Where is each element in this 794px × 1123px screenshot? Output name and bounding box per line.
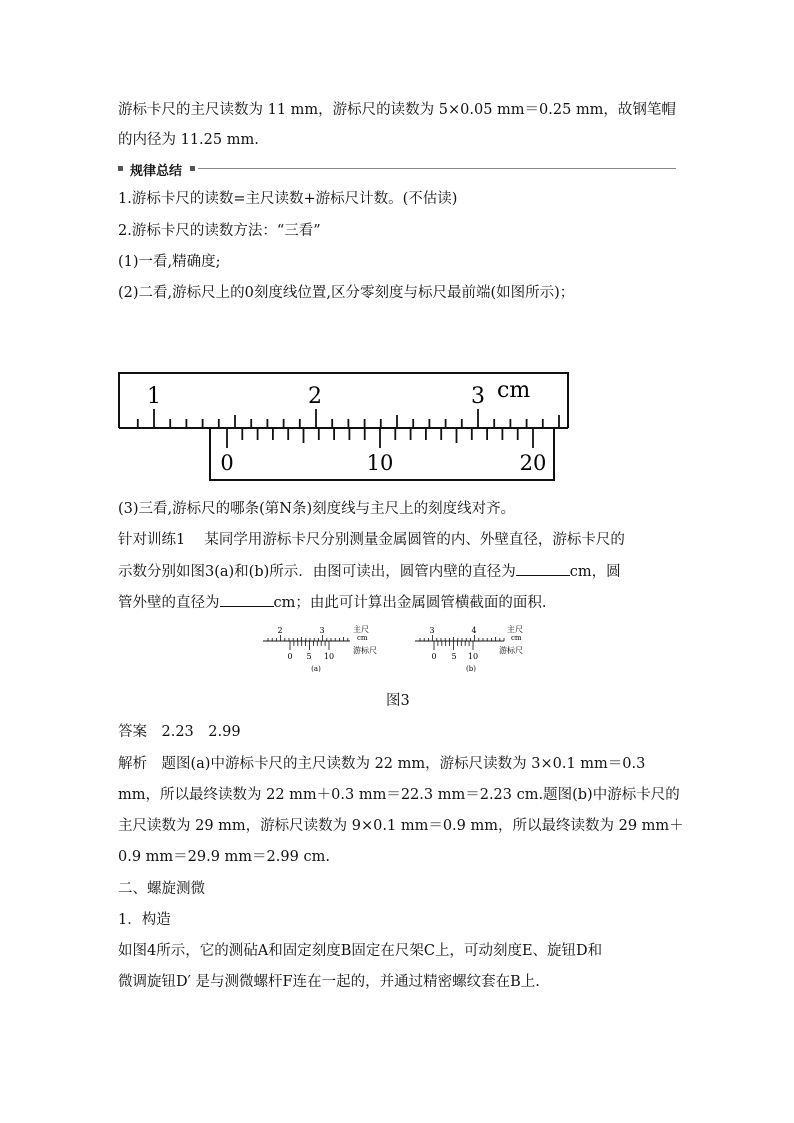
analysis-line: mm，所以最终读数为 22 mm＋0.3 mm＝22.3 mm＝2.23 cm.题图(b)中游标卡尺的 [118,787,680,803]
square-bullet-icon [118,166,123,171]
vernier-label-10: 10 [366,451,394,475]
unit-label: cm [511,634,522,642]
unit-label: cm [357,634,368,642]
body-line: 如图4所示，它的测砧A和固定刻度B固定在尺架C上，可动刻度E、旋钮D和 [118,943,603,959]
analysis-line: 主尺读数为 29 mm，游标尺读数为 9×0.1 mm＝0.9 mm，所以最终读数为 29 mm＋ [118,818,684,834]
analysis-line: 0.9 mm＝29.9 mm＝2.99 cm. [118,849,330,865]
rule-subitem: (3)三看,游标尺的哪条(第N条)刻度线与主尺上的刻度线对齐。 [118,501,516,517]
vernier-label-20: 20 [519,451,547,475]
main-label-2: 2 [308,384,322,409]
answer-line: 答案 2.23 2.99 [118,724,241,740]
section-title: 规律总结 [130,164,183,179]
answer-blank[interactable] [220,594,274,607]
main-scale-name: 主尺 [507,625,523,634]
caliper-figure-a [258,624,393,676]
main-label-1: 1 [147,384,161,409]
exercise-text: 示数分别如图3(a)和(b)所示．由图可读出，圆管内壁的直径为 [118,564,516,580]
vernier-scale-name: 游标尺 [499,646,523,655]
sub-heading: 1．构造 [118,912,171,928]
figure-tag: (a) [311,665,321,673]
square-bullet-icon [190,166,195,171]
answer-blank[interactable] [516,563,570,576]
rule-item: 2.游标卡尺的读数方法：“三看” [118,223,321,239]
main-label: 3 [319,626,325,635]
analysis-line: 解析 题图(a)中游标卡尺的主尺读数为 22 mm，游标尺读数为 3×0.1 mm＝0.3 [118,756,646,772]
main-label: 3 [429,626,435,635]
main-scale-name: 主尺 [353,625,369,634]
vernier-label: 5 [451,652,457,661]
exercise-text: cm，圆 [569,564,621,580]
vernier-label-0: 0 [220,451,234,475]
rule-subitem: (2)二看,游标尺上的0刻度线位置,区分零刻度与标尺最前端(如图所示)； [118,285,575,301]
vernier-label: 0 [431,652,437,661]
exercise-line [118,591,546,612]
vernier-scale-name: 游标尺 [353,646,377,655]
paragraph-line: 的内径为 11.25 mm. [118,132,259,148]
exercise-text: 管外壁的直径为 [118,595,220,611]
section-divider [198,168,676,169]
section-heading: 二、螺旋测微 [118,881,205,897]
exercise-line [118,560,621,581]
vernier-label: 5 [306,652,312,661]
main-label: 2 [277,626,283,635]
section-header [118,160,676,178]
vernier-label: 10 [323,652,335,661]
vernier-label: 0 [287,652,293,661]
rule-subitem: (1)一看,精确度; [118,254,221,270]
rule-item: 1.游标卡尺的读数=主尺读数+游标尺计数。(不估读) [118,191,458,207]
exercise-line: 针对训练1 某同学用游标卡尺分别测量金属圆管的内、外壁直径，游标卡尺的 [118,532,625,548]
main-scale-ticks [138,409,559,428]
main-label: 4 [471,626,477,635]
exercise-text: cm；由此可计算出金属圆管横截面的面积. [273,595,547,611]
main-label-3: 3 [471,384,485,409]
paragraph-line: 游标卡尺的主尺读数为 11 mm，游标尺的读数为 5×0.05 mm＝0.25 mm，故钢笔帽 [118,102,676,118]
body-line: 微调旋钮D′ 是与测微螺杆F连在一起的，并通过精密螺纹套在B上. [118,974,540,990]
figure-tag: (b) [466,665,476,673]
vernier-label: 10 [467,652,479,661]
vernier-caliper-diagram [110,365,580,485]
caliper-figure-b [410,624,545,676]
unit-label: cm [497,378,531,403]
figure-caption: 图3 [386,693,410,709]
